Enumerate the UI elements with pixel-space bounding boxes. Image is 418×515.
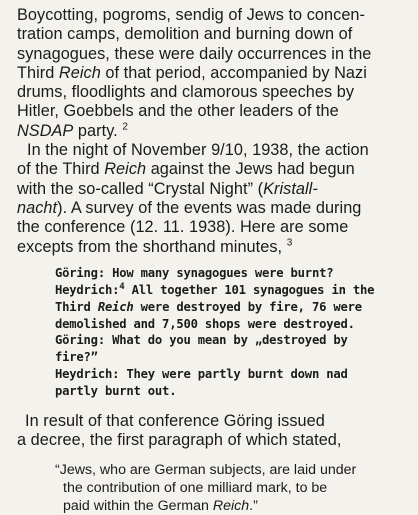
- text-line: [17, 64, 408, 83]
- transcript-line: [55, 299, 408, 316]
- text-line: [17, 199, 408, 218]
- transcript-line: demolished and 7,500 shops were destroyed.: [55, 316, 355, 331]
- text-line: the conference (12. 11. 1938). Here are some: [17, 218, 349, 237]
- text-line: Hitler, Goebbels and the other leaders of the: [17, 102, 339, 121]
- text-run: .”: [249, 497, 258, 514]
- text-line: [17, 180, 408, 199]
- italic-term: Reich: [58, 63, 101, 82]
- italic-term: Reich: [212, 497, 250, 514]
- transcript-line: [55, 282, 408, 299]
- text-run: ). A survey of the events was made during: [57, 198, 362, 217]
- decree-quote: [55, 461, 408, 515]
- transcript-line: Heydrich: They were partly burnt down nad: [55, 367, 348, 382]
- quote-line: the contribution of one milliard mark, to be: [63, 479, 328, 496]
- text-run: were destroyed by fire, 76 were: [133, 299, 362, 314]
- text-line: In result of that conference Göring issued: [25, 412, 325, 431]
- text-run: of the Third: [17, 160, 105, 179]
- paragraph-1: [17, 6, 408, 141]
- text-run: against the Jews had begun: [146, 160, 355, 179]
- text-run: with the so-called “Crystal Night” (: [17, 179, 264, 198]
- text-line: drums, floodlights and clamorous speeches by: [17, 83, 355, 102]
- text-run: paid within the German: [63, 497, 213, 514]
- text-run: All together 101 synagogues in the: [124, 282, 375, 297]
- text-line: a decree, the first paragraph of which stated,: [17, 431, 342, 450]
- text-line: Boycotting, pogroms, sendig of Jews to concen-: [17, 6, 366, 24]
- italic-term: Reich: [104, 160, 147, 179]
- footnote-ref: 2: [122, 121, 128, 133]
- text-run: party.: [73, 121, 118, 140]
- italic-term: Reich: [97, 299, 134, 314]
- text-run: excepts from the shorthand minutes,: [17, 237, 283, 256]
- paragraph-2: [17, 141, 408, 257]
- transcript-line: Göring: What do you mean by „destroyed by: [55, 333, 348, 348]
- italic-term: NSDAP: [17, 121, 74, 140]
- text-line: In the night of November 9/10, 1938, the action: [27, 141, 369, 160]
- text-line: [17, 122, 408, 141]
- italic-term: Kristall-: [263, 179, 318, 198]
- footnote-ref: 4: [119, 281, 125, 292]
- text-line: tration camps, demolition and burning down of: [17, 25, 353, 44]
- quote-line: “Jews, who are German subjects, are laid under: [55, 461, 357, 478]
- text-line: [17, 160, 408, 179]
- text-line: synagogues, these were daily occurrences in the: [17, 44, 372, 63]
- text-run: Third: [55, 299, 98, 314]
- minutes-transcript: [55, 265, 408, 400]
- quote-line: [55, 497, 408, 515]
- text-run: of that period, accompanied by Nazi: [100, 63, 367, 82]
- text-run: Third: [17, 63, 59, 82]
- paragraph-3: [17, 412, 408, 451]
- italic-term: nacht: [17, 198, 58, 217]
- transcript-line: Göring: How many synagogues were burnt?: [55, 265, 334, 280]
- transcript-line: partly burnt out.: [55, 384, 177, 399]
- speaker-label: Heydrich:: [55, 282, 120, 297]
- footnote-ref: 3: [286, 237, 293, 249]
- text-line: [17, 238, 408, 257]
- transcript-line: fire?”: [55, 350, 98, 365]
